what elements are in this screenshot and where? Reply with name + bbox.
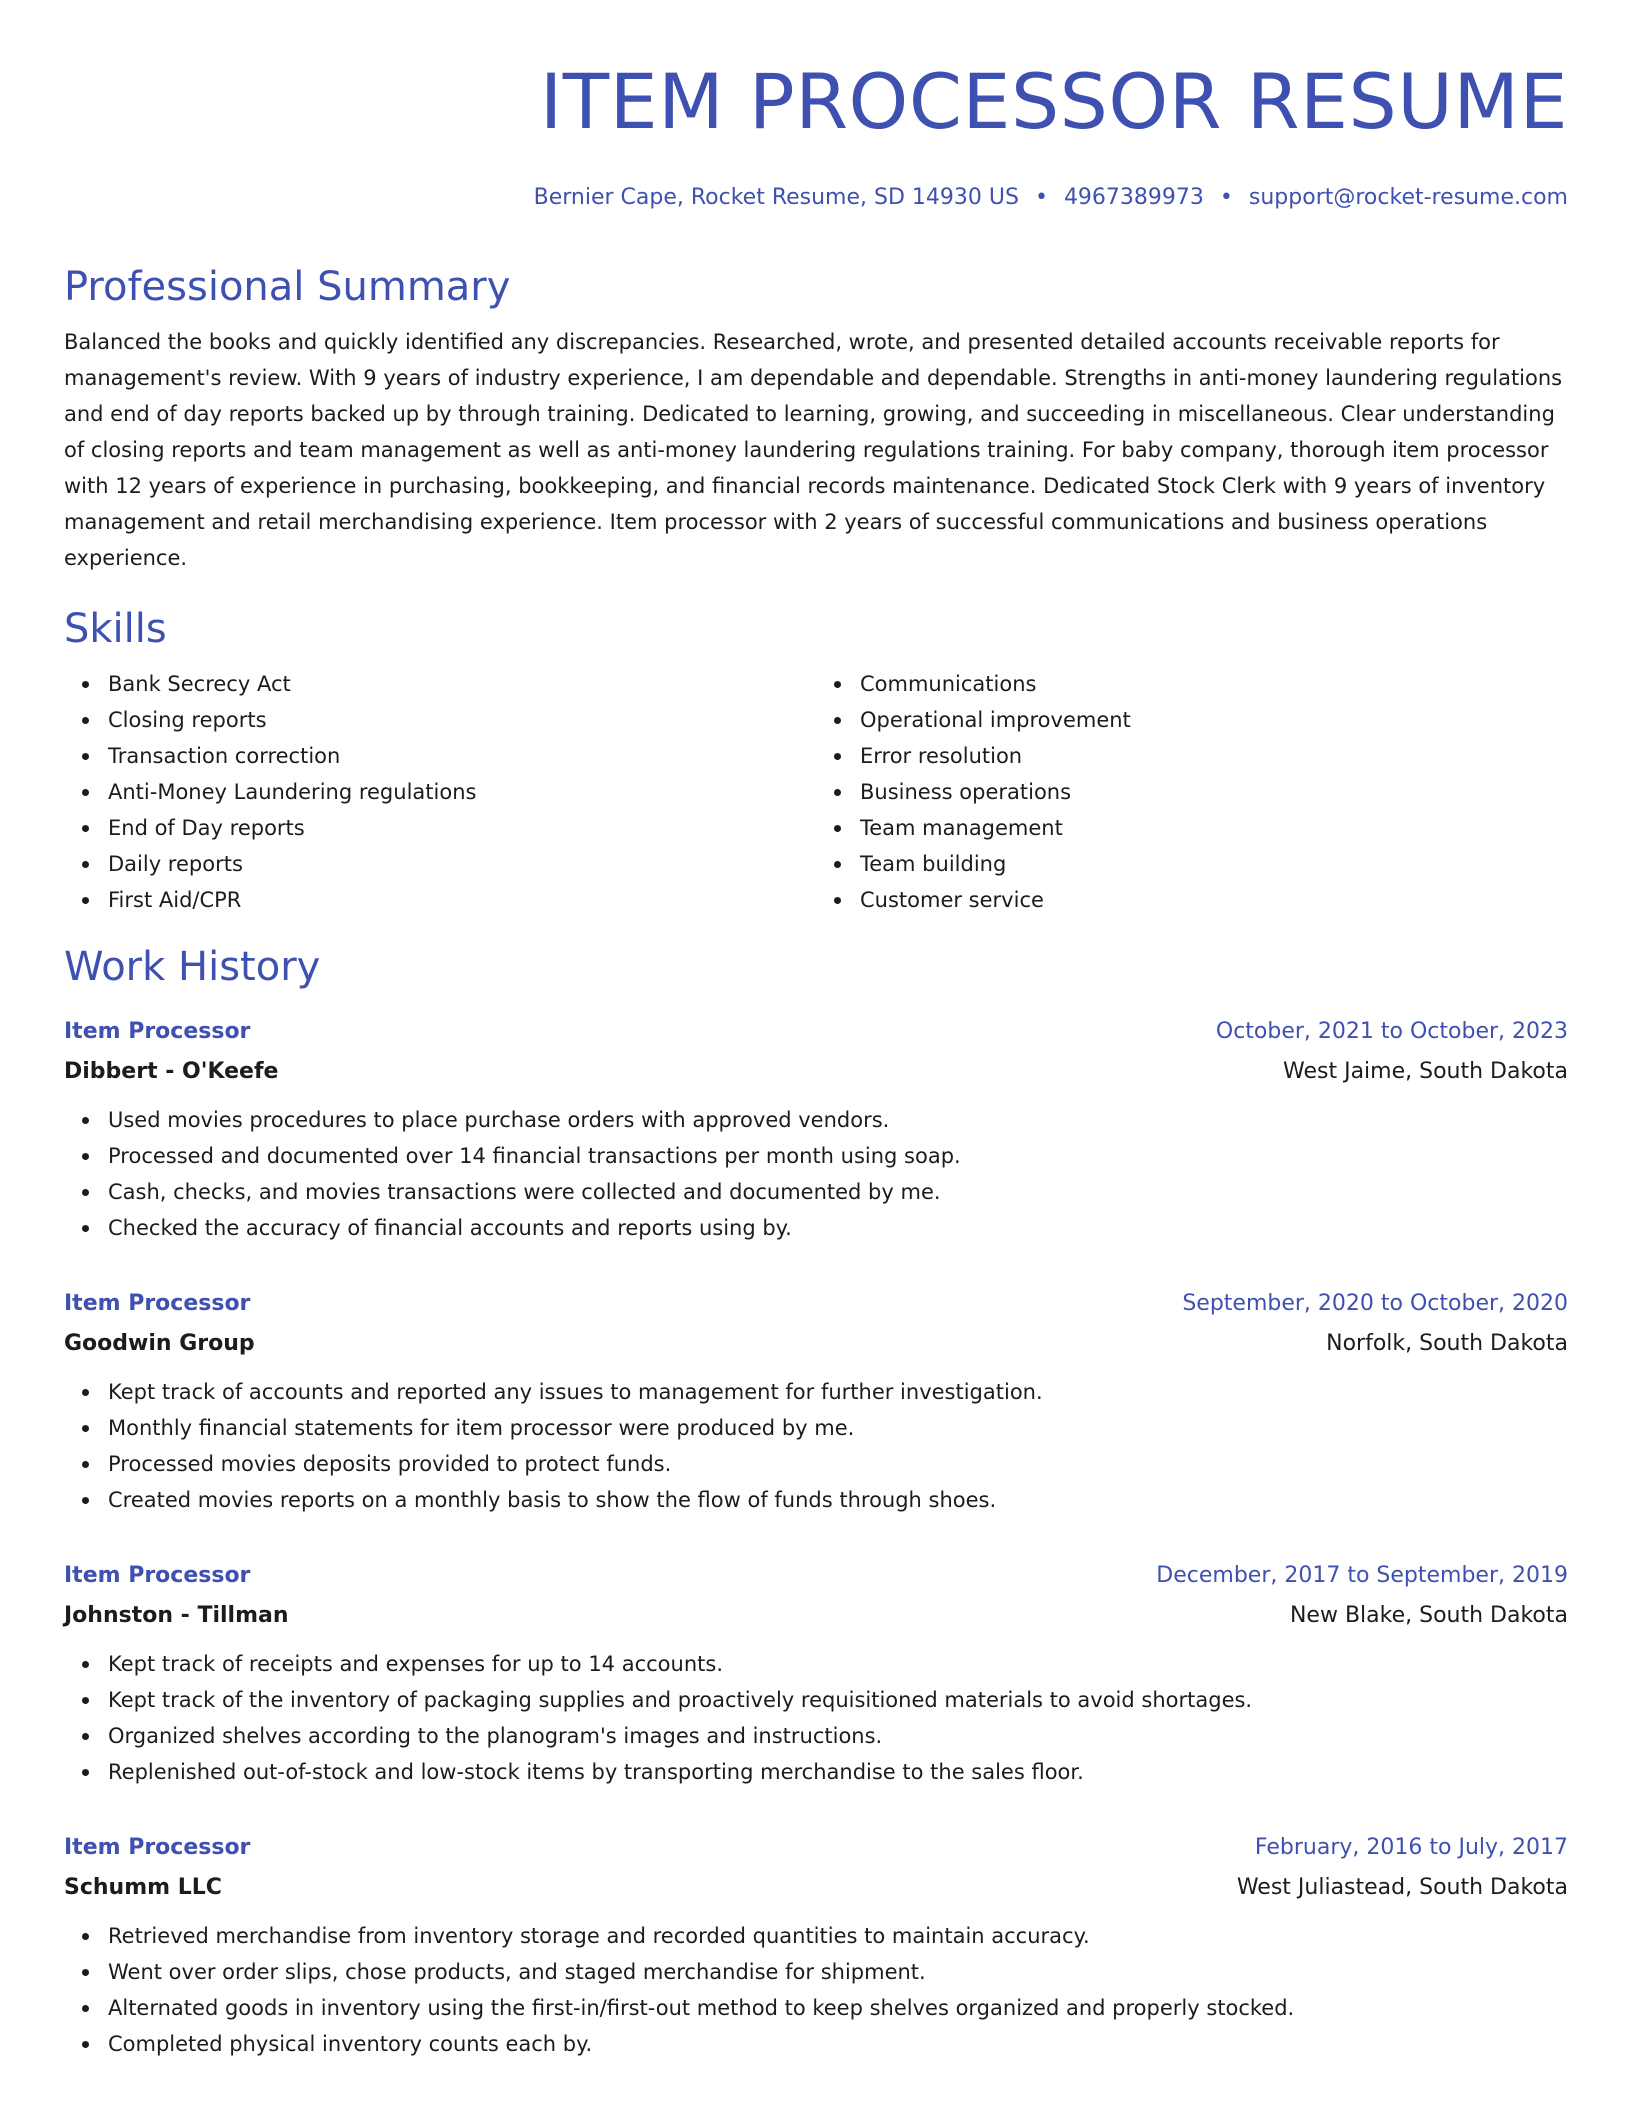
skill-item: Team building: [860, 846, 1568, 882]
job-bullet: Retrieved merchandise from inventory storage and recorded quantities to maintain accuracy.: [108, 1918, 1568, 1954]
job-bullet: Kept track of receipts and expenses for up to 14 accounts.: [108, 1646, 1568, 1682]
skill-item: First Aid/CPR: [108, 882, 816, 918]
job-header: [64, 1558, 1568, 1594]
job-entry: [64, 1014, 1568, 1246]
job-title: Item Processor: [64, 1019, 251, 1044]
contact-line: [64, 182, 1568, 214]
job-bullet: Processed movies deposits provided to protect funds.: [108, 1446, 1568, 1482]
skill-item: Customer service: [860, 882, 1568, 918]
job-company: Schumm LLC: [64, 1875, 222, 1900]
job-subheader: [64, 1326, 1568, 1362]
job-dates: February, 2016 to July, 2017: [1254, 1835, 1568, 1860]
skill-item: Transaction correction: [108, 738, 816, 774]
job-entry: [64, 1558, 1568, 1790]
job-bullets: [64, 1918, 1568, 2062]
job-bullet: Processed and documented over 14 financial transactions per month using soap.: [108, 1138, 1568, 1174]
job-subheader: [64, 1054, 1568, 1090]
job-dates: October, 2021 to October, 2023: [1215, 1019, 1568, 1044]
job-bullet: Replenished out-of-stock and low-stock items by transporting merchandise to the sales floor.: [108, 1754, 1568, 1790]
work-history-heading: Work History: [64, 944, 321, 990]
job-company: Goodwin Group: [64, 1331, 255, 1356]
skill-item: Anti-Money Laundering regulations: [108, 774, 816, 810]
skill-item: Error resolution: [860, 738, 1568, 774]
summary-heading: Professional Summary: [64, 264, 511, 310]
contact-separator: •: [1219, 185, 1233, 210]
job-header: [64, 1830, 1568, 1866]
job-bullet: Organized shelves according to the planogram's images and instructions.: [108, 1718, 1568, 1754]
skill-item: Team management: [860, 810, 1568, 846]
job-entry: [64, 1830, 1568, 2062]
resume-title: ITEM PROCESSOR RESUME: [539, 57, 1568, 146]
job-bullets: [64, 1102, 1568, 1246]
job-bullet: Kept track of the inventory of packaging supplies and proactively requisitioned materials to avoid shortages.: [108, 1682, 1568, 1718]
skill-item: Business operations: [860, 774, 1568, 810]
job-subheader: [64, 1870, 1568, 1906]
job-bullet: Kept track of accounts and reported any issues to management for further investigation.: [108, 1374, 1568, 1410]
skill-item: Daily reports: [108, 846, 816, 882]
job-bullets: [64, 1646, 1568, 1790]
job-bullet: Alternated goods in inventory using the first-in/first-out method to keep shelves organized and properly stocked.: [108, 1990, 1568, 2026]
job-location: West Juliastead, South Dakota: [1236, 1875, 1568, 1900]
job-bullet: Created movies reports on a monthly basis to show the flow of funds through shoes.: [108, 1482, 1568, 1518]
job-bullets: [64, 1374, 1568, 1518]
skills-heading: Skills: [64, 606, 167, 652]
job-bullet: Monthly financial statements for item processor were produced by me.: [108, 1410, 1568, 1446]
job-bullet: Used movies procedures to place purchase orders with approved vendors.: [108, 1102, 1568, 1138]
job-bullet: Cash, checks, and movies transactions were collected and documented by me.: [108, 1174, 1568, 1210]
job-bullet: Checked the accuracy of financial accounts and reports using by.: [108, 1210, 1568, 1246]
contact-address: Bernier Cape, Rocket Resume, SD 14930 US: [533, 185, 1019, 210]
resume-page: [64, 52, 1568, 2062]
skill-item: Bank Secrecy Act: [108, 666, 816, 702]
job-location: West Jaime, South Dakota: [1283, 1059, 1568, 1084]
skills-column-right: [816, 666, 1568, 918]
skills-column-left: [64, 666, 816, 918]
skills-list: [64, 666, 1568, 918]
contact-separator: •: [1034, 185, 1048, 210]
job-title: Item Processor: [64, 1835, 251, 1860]
job-header: [64, 1014, 1568, 1050]
job-title: Item Processor: [64, 1563, 251, 1588]
skill-item: Closing reports: [108, 702, 816, 738]
job-title: Item Processor: [64, 1291, 251, 1316]
job-location: Norfolk, South Dakota: [1326, 1331, 1568, 1356]
summary-text: Balanced the books and quickly identified any discrepancies. Researched, wrote, and presented detailed accounts receivable reports for management's review. With 9 years of industry experience, I am dependable and dependable. Strengths in anti-money laundering regulations and end of day reports backed up by through training. Dedicated to learning, growing, and succeeding in miscellaneous. Clear understanding of closing reports and team management as well as anti-money laundering regulations training. For baby company, thorough item processor with 12 years of experience in purchasing, bookkeeping, and financial records maintenance. Dedicated Stock Clerk with 9 years of inventory management and retail merchandising experience. Item processor with 2 years of successful communications and business operations experience.: [64, 330, 1563, 570]
job-subheader: [64, 1598, 1568, 1634]
job-company: Johnston - Tillman: [64, 1603, 289, 1628]
job-dates: September, 2020 to October, 2020: [1182, 1291, 1568, 1316]
job-bullet: Went over order slips, chose products, and staged merchandise for shipment.: [108, 1954, 1568, 1990]
skill-item: Communications: [860, 666, 1568, 702]
job-entry: [64, 1286, 1568, 1518]
job-dates: December, 2017 to September, 2019: [1156, 1563, 1568, 1588]
job-location: New Blake, South Dakota: [1289, 1603, 1568, 1628]
job-company: Dibbert - O'Keefe: [64, 1059, 279, 1084]
contact-phone: 4967389973: [1063, 185, 1204, 210]
contact-email: support@rocket-resume.com: [1248, 185, 1568, 210]
skill-item: End of Day reports: [108, 810, 816, 846]
job-bullet: Completed physical inventory counts each by.: [108, 2026, 1568, 2062]
skill-item: Operational improvement: [860, 702, 1568, 738]
job-header: [64, 1286, 1568, 1322]
